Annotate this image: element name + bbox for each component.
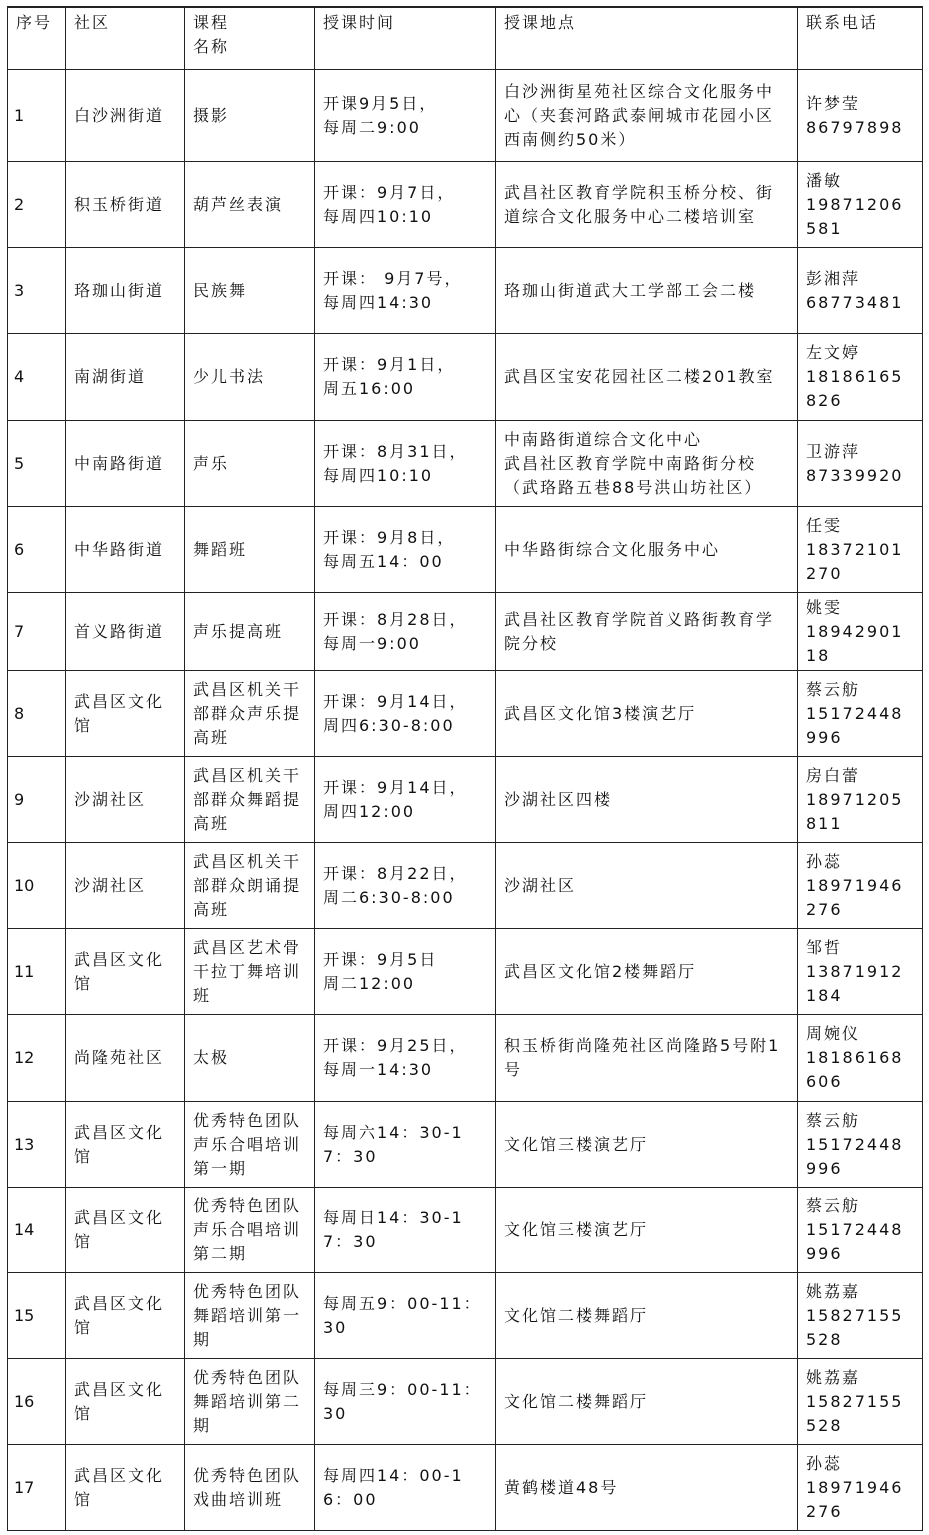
cell-time: 每周三9：00-11：30 bbox=[315, 1359, 496, 1445]
cell-community: 南湖街道 bbox=[66, 334, 185, 421]
cell-course: 武昌区机关干部群众朗诵提高班 bbox=[185, 843, 315, 929]
table-row bbox=[8, 1359, 923, 1445]
cell-index: 15 bbox=[8, 1273, 66, 1359]
cell-index: 9 bbox=[8, 757, 66, 843]
cell-contact: 卫游萍 87339920 bbox=[798, 421, 923, 507]
cell-contact: 蔡云舫 15172448996 bbox=[798, 1102, 923, 1188]
cell-index: 14 bbox=[8, 1188, 66, 1273]
cell-location: 武昌区文化馆2楼舞蹈厅 bbox=[496, 929, 798, 1015]
cell-course: 舞蹈班 bbox=[185, 507, 315, 593]
cell-time: 开课9月5日， 每周二9:00 bbox=[315, 70, 496, 162]
cell-community: 武昌区文化馆 bbox=[66, 1445, 185, 1531]
cell-time: 每周日14：30-17：30 bbox=[315, 1188, 496, 1273]
cell-time: 开课：9月25日， 每周一14:30 bbox=[315, 1015, 496, 1102]
cell-contact: 周婉仪 18186168606 bbox=[798, 1015, 923, 1102]
cell-location: 文化馆三楼演艺厅 bbox=[496, 1188, 798, 1273]
cell-course: 武昌区机关干部群众舞蹈提高班 bbox=[185, 757, 315, 843]
cell-course: 优秀特色团队戏曲培训班 bbox=[185, 1445, 315, 1531]
cell-community: 首义路街道 bbox=[66, 593, 185, 671]
cell-index: 13 bbox=[8, 1102, 66, 1188]
cell-course: 优秀特色团队舞蹈培训第一期 bbox=[185, 1273, 315, 1359]
cell-community: 中南路街道 bbox=[66, 421, 185, 507]
cell-location: 武昌社区教育学院首义路街教育学院分校 bbox=[496, 593, 798, 671]
cell-contact: 蔡云舫 15172448996 bbox=[798, 671, 923, 757]
table-row bbox=[8, 248, 923, 334]
cell-location: 文化馆三楼演艺厅 bbox=[496, 1102, 798, 1188]
cell-index: 4 bbox=[8, 334, 66, 421]
course-schedule-sheet bbox=[7, 6, 922, 1531]
cell-index: 7 bbox=[8, 593, 66, 671]
cell-course: 声乐提高班 bbox=[185, 593, 315, 671]
cell-community: 武昌区文化馆 bbox=[66, 929, 185, 1015]
cell-time: 开课： 9月7号， 每周四14:30 bbox=[315, 248, 496, 334]
table-row bbox=[8, 334, 923, 421]
table-row bbox=[8, 929, 923, 1015]
cell-community: 武昌区文化馆 bbox=[66, 1188, 185, 1273]
cell-contact: 彭湘萍 68773481 bbox=[798, 248, 923, 334]
cell-contact: 姚荔嘉 15827155528 bbox=[798, 1273, 923, 1359]
cell-time: 开课：9月14日， 周四6:30-8:00 bbox=[315, 671, 496, 757]
cell-community: 尚隆苑社区 bbox=[66, 1015, 185, 1102]
table-row bbox=[8, 1188, 923, 1273]
table-row bbox=[8, 757, 923, 843]
table-body bbox=[8, 70, 923, 1531]
cell-index: 17 bbox=[8, 1445, 66, 1531]
cell-course: 少儿书法 bbox=[185, 334, 315, 421]
table-row bbox=[8, 1015, 923, 1102]
cell-community: 沙湖社区 bbox=[66, 757, 185, 843]
cell-time: 开课：8月22日， 周二6:30-8:00 bbox=[315, 843, 496, 929]
table-row bbox=[8, 1102, 923, 1188]
cell-community: 积玉桥街道 bbox=[66, 162, 185, 248]
cell-location: 中南路街道综合文化中心 武昌社区教育学院中南路街分校 （武珞路五巷88号洪山坊社区） bbox=[496, 421, 798, 507]
cell-community: 武昌区文化馆 bbox=[66, 1273, 185, 1359]
header-location: 授课地点 bbox=[496, 7, 798, 70]
top-divider bbox=[7, 6, 922, 8]
table-row bbox=[8, 70, 923, 162]
table-row bbox=[8, 162, 923, 248]
cell-location: 中华路街综合文化服务中心 bbox=[496, 507, 798, 593]
cell-index: 5 bbox=[8, 421, 66, 507]
cell-contact: 孙蕊 18971946276 bbox=[798, 843, 923, 929]
cell-course: 葫芦丝表演 bbox=[185, 162, 315, 248]
cell-time: 开课：8月31日， 每周四10:10 bbox=[315, 421, 496, 507]
cell-location: 文化馆二楼舞蹈厅 bbox=[496, 1359, 798, 1445]
cell-index: 6 bbox=[8, 507, 66, 593]
header-index: 序号 bbox=[8, 7, 66, 70]
cell-time: 开课：8月28日， 每周一9:00 bbox=[315, 593, 496, 671]
cell-contact: 姚荔嘉 15827155528 bbox=[798, 1359, 923, 1445]
cell-index: 10 bbox=[8, 843, 66, 929]
cell-location: 沙湖社区四楼 bbox=[496, 757, 798, 843]
cell-course: 优秀特色团队声乐合唱培训第二期 bbox=[185, 1188, 315, 1273]
cell-time: 开课：9月8日， 每周五14：00 bbox=[315, 507, 496, 593]
cell-community: 白沙洲街道 bbox=[66, 70, 185, 162]
cell-index: 1 bbox=[8, 70, 66, 162]
cell-location: 文化馆二楼舞蹈厅 bbox=[496, 1273, 798, 1359]
cell-location: 沙湖社区 bbox=[496, 843, 798, 929]
cell-location: 黄鹤楼道48号 bbox=[496, 1445, 798, 1531]
cell-location: 武昌区文化馆3楼演艺厅 bbox=[496, 671, 798, 757]
cell-time: 每周四14：00-16：00 bbox=[315, 1445, 496, 1531]
cell-location: 珞珈山街道武大工学部工会二楼 bbox=[496, 248, 798, 334]
cell-time: 开课：9月7日， 每周四10:10 bbox=[315, 162, 496, 248]
cell-community: 沙湖社区 bbox=[66, 843, 185, 929]
cell-course: 摄影 bbox=[185, 70, 315, 162]
cell-index: 3 bbox=[8, 248, 66, 334]
header-row bbox=[8, 7, 923, 70]
cell-time: 开课：9月5日 周二12:00 bbox=[315, 929, 496, 1015]
course-table bbox=[7, 6, 923, 1531]
cell-index: 8 bbox=[8, 671, 66, 757]
cell-time: 开课：9月1日， 周五16:00 bbox=[315, 334, 496, 421]
cell-course: 优秀特色团队舞蹈培训第二期 bbox=[185, 1359, 315, 1445]
cell-time: 开课：9月14日， 周四12:00 bbox=[315, 757, 496, 843]
header-time: 授课时间 bbox=[315, 7, 496, 70]
cell-index: 2 bbox=[8, 162, 66, 248]
table-row bbox=[8, 843, 923, 929]
cell-index: 12 bbox=[8, 1015, 66, 1102]
cell-course: 优秀特色团队声乐合唱培训第一期 bbox=[185, 1102, 315, 1188]
cell-location: 武昌社区教育学院积玉桥分校、街道综合文化服务中心二楼培训室 bbox=[496, 162, 798, 248]
cell-contact: 蔡云舫 15172448996 bbox=[798, 1188, 923, 1273]
cell-course: 声乐 bbox=[185, 421, 315, 507]
cell-course: 武昌区机关干部群众声乐提高班 bbox=[185, 671, 315, 757]
cell-index: 16 bbox=[8, 1359, 66, 1445]
cell-index: 11 bbox=[8, 929, 66, 1015]
table-row bbox=[8, 1273, 923, 1359]
cell-contact: 潘敏 19871206581 bbox=[798, 162, 923, 248]
cell-community: 中华路街道 bbox=[66, 507, 185, 593]
table-row bbox=[8, 507, 923, 593]
cell-course: 民族舞 bbox=[185, 248, 315, 334]
table-row bbox=[8, 593, 923, 671]
cell-community: 武昌区文化馆 bbox=[66, 1102, 185, 1188]
cell-contact: 许梦莹 86797898 bbox=[798, 70, 923, 162]
header-phone: 联系电话 bbox=[798, 7, 923, 70]
table-row bbox=[8, 671, 923, 757]
cell-course: 武昌区艺术骨干拉丁舞培训班 bbox=[185, 929, 315, 1015]
cell-location: 武昌区宝安花园社区二楼201教室 bbox=[496, 334, 798, 421]
cell-community: 珞珈山街道 bbox=[66, 248, 185, 334]
header-community: 社区 bbox=[66, 7, 185, 70]
cell-community: 武昌区文化馆 bbox=[66, 671, 185, 757]
cell-contact: 孙蕊 18971946276 bbox=[798, 1445, 923, 1531]
cell-community: 武昌区文化馆 bbox=[66, 1359, 185, 1445]
cell-contact: 房白蕾 18971205811 bbox=[798, 757, 923, 843]
cell-contact: 左文婷 18186165826 bbox=[798, 334, 923, 421]
cell-location: 积玉桥街尚隆苑社区尚隆路5号附1号 bbox=[496, 1015, 798, 1102]
cell-contact: 邹哲 13871912184 bbox=[798, 929, 923, 1015]
cell-contact: 姚雯 1894290118 bbox=[798, 593, 923, 671]
table-row bbox=[8, 1445, 923, 1531]
cell-time: 每周六14：30-17：30 bbox=[315, 1102, 496, 1188]
cell-course: 太极 bbox=[185, 1015, 315, 1102]
cell-location: 白沙洲街星苑社区综合文化服务中心（夹套河路武泰闸城市花园小区西南侧约50米） bbox=[496, 70, 798, 162]
header-course-name: 课程 名称 bbox=[185, 7, 315, 70]
table-row bbox=[8, 421, 923, 507]
cell-time: 每周五9：00-11：30 bbox=[315, 1273, 496, 1359]
cell-contact: 任雯 18372101270 bbox=[798, 507, 923, 593]
